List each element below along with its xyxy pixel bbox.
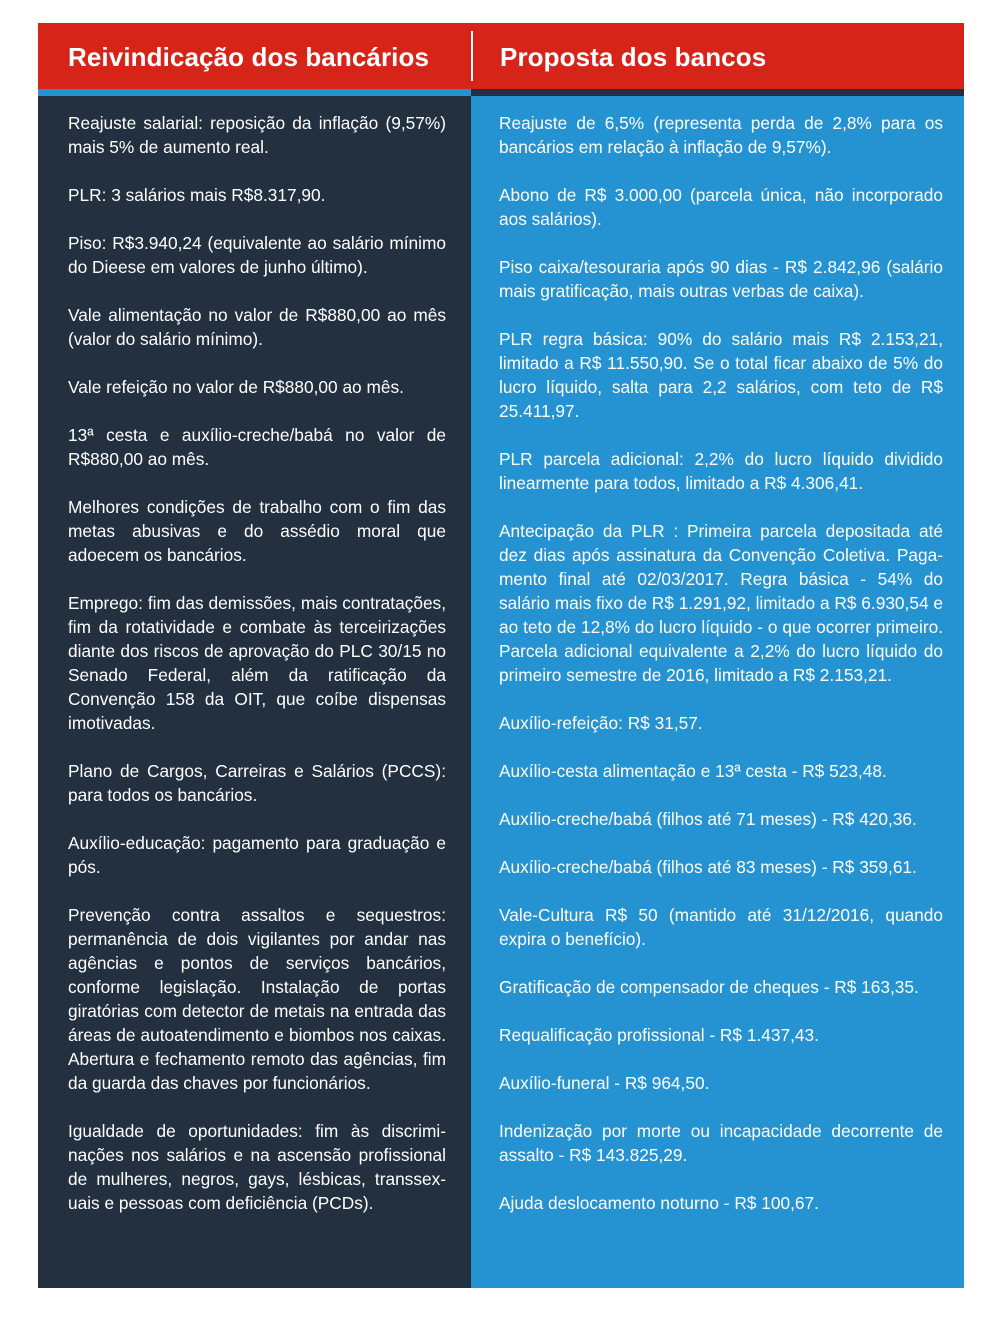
banks-proposal-column [471,96,964,1288]
demand-item: Prevenção contra assaltos e sequestros: permanência de dois vigilantes por andar nas agências e pontos de serviços bancários, conforme legislação. Instalação de portas giratórias com detector de metais na entrada das áreas de autoatendimento e biombos nos caixas. Abertura e fechamento remoto das agências, fim da guarda das chaves por funcionários. [68,905,446,1093]
comparison-panel [38,23,964,1288]
proposal-item: Reajuste de 6,5% (representa perda de 2,8% para os bancários em relação à inflação de 9,57%). [499,113,943,157]
accent-strip-left [38,89,471,96]
demand-item: Piso: R$3.940,24 (equivalente ao salário mínimo do Dieese em valores de junho último). [68,233,446,277]
demand-item: Auxílio-educação: pagamento para graduação e pós. [68,833,446,877]
demand-item: Vale alimentação no valor de R$880,00 ao mês (valor do salário mínimo). [68,305,446,349]
proposal-item: Gratificação de compensador de cheques - R$ 163,35. [499,977,919,997]
demands-list [68,111,446,1215]
right-column-title: Proposta dos bancos [500,42,767,72]
proposal-item: Auxílio-creche/babá (filhos até 71 meses) - R$ 420,36. [499,809,917,829]
proposal-item: Requalificação profissional - R$ 1.437,43. [499,1025,819,1045]
demand-item: Igualdade de oportunidades: fim às discriminações nos salários e na ascensão profissional de mulheres, negros, gays, lésbicas, transsexuais e pessoas com deficiência (PCDs). [68,1121,446,1213]
header-bar [38,23,964,89]
proposal-item: Auxílio-creche/babá (filhos até 83 meses) - R$ 359,61. [499,857,917,877]
proposal-item: Auxílio-refeição: R$ 31,57. [499,713,703,733]
proposal-item: Indenização por morte ou incapacidade decorrente de assalto - R$ 143.825,29. [499,1121,943,1165]
left-column-title: Reivindicação dos bancários [68,42,430,72]
proposal-item: Piso caixa/tesouraria após 90 dias - R$ 2.842,96 (salário mais gratificação, mais outras verbas de caixa). [499,257,943,301]
proposal-item: PLR regra básica: 90% do salário mais R$ 2.153,21, limitado a R$ 11.550,90. Se o total ficar abaixo de 5% do lucro líquido, salta para 2,2 salários, com teto de R$ 25.411,97. [499,329,943,421]
proposal-list [499,111,943,1215]
demand-item: Melhores condições de trabalho com o fim das metas abusivas e do assédio moral que adoecem os bancários. [68,497,446,565]
proposal-item: Auxílio-funeral - R$ 964,50. [499,1073,710,1093]
header-divider [471,31,473,81]
banking-workers-demands-column [38,96,471,1288]
accent-strip-right [471,89,964,96]
proposal-item: PLR parcela adicional: 2,2% do lucro líquido dividido linearmente para todos, limitado a R$ 4.306,41. [499,449,943,493]
demand-item: Plano de Cargos, Carreiras e Salários (PCCS): para todos os bancários. [68,761,446,805]
demand-item: PLR: 3 salários mais R$8.317,90. [68,185,326,205]
proposal-item: Vale-Cultura R$ 50 (mantido até 31/12/2016, quando expira o benefício). [499,905,943,949]
demand-item: Reajuste salarial: reposição da inflação (9,57%) mais 5% de aumento real. [68,113,446,157]
proposal-item: Abono de R$ 3.000,00 (parcela única, não incorporado aos salários). [499,185,943,229]
proposal-item: Ajuda deslocamento noturno - R$ 100,67. [499,1193,819,1213]
demand-item: Vale refeição no valor de R$880,00 ao mês. [68,377,404,397]
demand-item: Emprego: fim das demissões, mais contratações, fim da rotatividade e combate às terceirizações diante dos riscos de aprovação do PLC 30/15 no Senado Federal, além da ratificação da Convenção 158 da OIT, que coíbe dispensas imotivadas. [68,593,446,733]
proposal-item: Antecipação da PLR : Primeira parcela depositada até dez dias após assinatura da Convenção Coletiva. Pagamento final até 02/03/2017. Regra básica - 54% do salário mais fixo de R$ 1.291,92, limitado a R$ 6.930,54 e ao teto de 12,8% do lucro líquido - o que ocorrer primeiro. Parcela adicional equivalente a 2,2% do lucro líquido do primeiro semestre de 2016, limitado a R$ 2.153,21. [499,521,943,685]
demand-item: 13ª cesta e auxílio-creche/babá no valor de R$880,00 ao mês. [68,425,446,469]
proposal-item: Auxílio-cesta alimentação e 13ª cesta - R$ 523,48. [499,761,887,781]
